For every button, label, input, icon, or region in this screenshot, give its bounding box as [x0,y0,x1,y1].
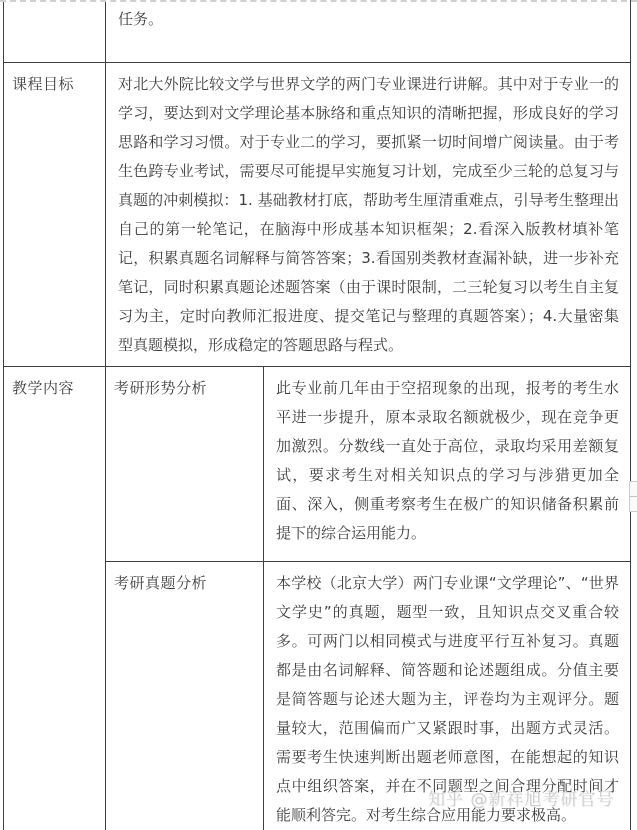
course-info-table [3,0,631,830]
subrow-label-past-exam-analysis: 考研真题分析 [106,561,264,830]
row-label-empty [4,0,106,62]
subrow-label-exam-situation-analysis: 考研形势分析 [106,366,264,561]
course-goal-text: 对北大外院比较文学与世界文学的两门专业课进行讲解。其中对于专业一的学习，要达到对文学理论基本脉络和重点知识的清晰把握，形成良好的学习思路和学习习惯。对于专业二的学习，要抓紧一切时间增广阅读量。由于考生色跨专业考试，需要尽可能提早实施复习计划，完成至少三轮的总复习与真题的冲刺模拟：1. 基础教材打底，帮助考生厘清重难点，引导考生整理出自己的第一轮笔记，在脑海中形成基本知识框架；2.看深入版教材填补笔记，积累真题名词解释与简答答案；3.看国别类教材查漏补缺，进一步补充笔记，同时积累真题论述题答案（由于课时限制，二三轮复习以考生自主复习为主，定时向教师汇报进度、提交笔记与整理的真题答案）；4.大量密集型真题模拟，形成稳定的答题思路与程式。 [106,62,631,366]
scrollbar-thumb[interactable] [629,481,637,512]
table-row-situation-analysis [4,366,631,561]
table-row-course-goal [4,62,631,366]
task-continuation-text: 任务。 [106,0,631,62]
scrollbar-thumb-grip [630,496,637,497]
top-cut-edge [0,0,637,2]
past-exam-analysis-text: 本学校（北京大学）两门专业课“文学理论”、“世界文学史”的真题，题型一致，且知识点交叉重合较多。可两门以相同模式与进度平行互补复习。真题都是由名词解释、简答题和论述题组成。分值主要是简答题与论述大题为主，评卷均为主观评分。题量较大，范围偏而广又紧跟时事，出题方式灵活。需要考生快速判断出题老师意图，在能想起的知识点中组织答案，并在不同题型之间合理分配时间才能顺利答完。对考生综合应用能力要求极高。 [264,561,631,830]
table-row-task-continuation [4,0,631,62]
exam-situation-analysis-text: 此专业前几年由于空招现象的出现，报考的考生水平进一步提升，原本录取名额就极少，现在竞争更加激烈。分数线一直处于高位，录取均采用差额复试，要求考生对相关知识点的学习与涉猎更加全面、深入，侧重考察考生在极广的知识储备积累前提下的综合运用能力。 [264,366,631,561]
zhihu-watermark: 知乎 @新祥旭考研官号 [428,790,615,810]
row-label-course-goal: 课程目标 [4,62,106,366]
row-label-teaching-content: 教学内容 [4,366,106,830]
